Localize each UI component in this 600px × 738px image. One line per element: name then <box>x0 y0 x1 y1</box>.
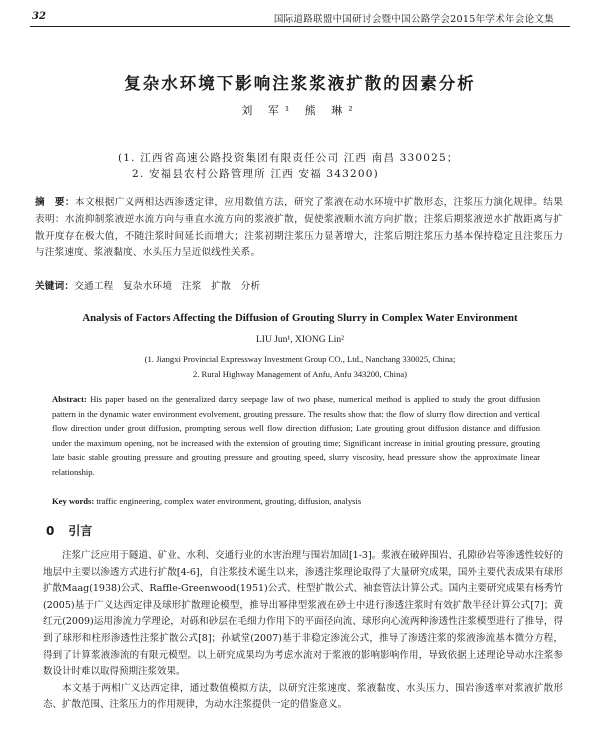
affiliation-cn-2: 2. 安福县农村公路管理所 江西 安福 343200) <box>132 168 379 180</box>
keywords-cn-text: 交通工程 复杂水环境 注浆 扩散 分析 <box>74 281 261 292</box>
running-header <box>30 10 570 27</box>
affiliation-en-2: 2. Rural Highway Management of Anfu, Anfu 343200, China) <box>192 369 408 379</box>
authors-en: LIU Jun¹, XIONG Lin² <box>255 335 345 345</box>
body-text <box>43 548 563 714</box>
section-title: 引言 <box>68 524 93 538</box>
affiliation-en-1: (1. Jiangxi Provincial Expressway Investment Group CO., Ltd., Nanchang 330025, China; <box>144 354 456 364</box>
page-number: 32 <box>32 11 46 22</box>
keywords-en-label: Key words: <box>52 496 95 506</box>
abstract-cn <box>35 195 563 262</box>
keywords-en <box>52 494 540 509</box>
abstract-en-label: Abstract: <box>52 394 87 404</box>
abstract-en <box>52 392 540 479</box>
authors-cn: 刘 军¹ 熊 琳² <box>241 104 359 117</box>
keywords-cn-label: 关键词： <box>35 281 75 292</box>
keywords-cn <box>35 279 563 296</box>
body-paragraph-2: 本文基于两相广义达西定律，通过数值模拟方法，以研究注浆速度、浆液黏度、水头压力、围岩渗透率对浆液扩散形态、扩散范围、注浆压力的作用规律，为动水注浆提供一定的借鉴意义。 <box>43 682 563 711</box>
journal-name: 国际道路联盟中国研讨会暨中国公路学会2015年学术年会论文集 <box>273 14 554 25</box>
keywords-en-text: traffic engineering, complex water environment, grouting, diffusion, analysis <box>96 496 362 506</box>
abstract-cn-label: 摘 要： <box>35 197 75 208</box>
abstract-cn-text: 本文根据广义两相达西渗透定律，应用数值方法，研究了浆液在动水环境中扩散形态，注浆压力演化规律。结果表明：水流抑制浆液逆水流方向与垂直水流方向的浆液扩散，促使浆液顺水流方向扩散；注浆后期浆液逆水扩散距离与扩散开度存在极大值，不随注浆时间延长而增大；注浆初期注浆压力显著增大，注浆后期注浆压力基本保持稳定且注浆压力与注浆速度、浆液黏度、水头压力呈近似线性关系。 <box>35 197 563 259</box>
body-paragraph-1: 注浆广泛应用于隧道、矿业、水利、交通行业的水害治理与围岩加固[1-3]。浆液在破碎围岩、孔隙砂岩等渗透性较好的地层中主要以渗透方式进行扩散[4-6]，自注浆技术诞生以来，渗透注浆理论取得了大量研究成果，国外主要代表成果有球形扩散Maag(1938)公式、Raffle-Greenwood(1951)公式、柱型扩散公式、袖套管法计算公式。国内主要研究成果有杨秀竹(2005)基于广义达西定律及球形扩散理论模型，推导出幂律型浆液在砂土中进行渗透注浆时有效扩散半径计算公式[7]；黄红元(2009)运用渗流力学理论，对砾和砂层在毛细力作用下的平面径向流、球形向心流两种渗透性注浆模型进行了推导，得到了球形和柱形渗透性注浆扩散公式[8]；孙斌堂(2007)基于非稳定渗流公式，推导了渗透注浆的浆液渗流基本微分方程，得到了计算浆液渗流的有限元模型。以上研究成果均为考虑水流对于浆液的影响影响作用，导致依据上述理论导动水注浆参数设计时难以取得预期注浆效果。 <box>43 550 563 678</box>
abstract-en-text: His paper based on the generalized darcy seepage law of two phase, numerical method is applied to study the grout diffusion pattern in the dynamic water environment evolvement, grouting pressure. The results show that: the flow of slurry flow direction and vertical flow direction under grout diffusion, prompting serous well flow direction diffusion; Late grouting grout diffusion distance and diffusion under the maximum opening, not be increased with the extension of grouting time; Significant increase in initial grouting pressure, grouting late basic stable grouting pressure and grouting pressure and grouting speed, slurry viscosity, head pressure show the approximate linear relationship. <box>52 394 540 477</box>
paper-title-en: Analysis of Factors Affecting the Diffusion of Grouting Slurry in Complex Water Environment <box>82 312 518 324</box>
section-heading <box>46 522 92 539</box>
paper-title-cn: 复杂水环境下影响注浆浆液扩散的因素分析 <box>124 74 476 93</box>
section-number: 0 <box>46 524 55 538</box>
affiliation-cn-1: (1. 江西省高速公路投资集团有限责任公司 江西 南昌 330025； <box>118 152 459 164</box>
